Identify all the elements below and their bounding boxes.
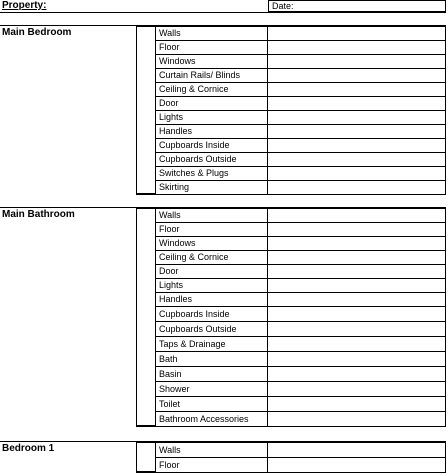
item-label[interactable]: Toilet xyxy=(155,396,268,411)
item-label[interactable]: Basin xyxy=(155,366,268,381)
notes-cell[interactable] xyxy=(268,351,446,366)
notes-cell[interactable] xyxy=(268,54,446,68)
notes-cell[interactable] xyxy=(268,442,446,457)
item-label[interactable]: Bathroom Accessories xyxy=(155,411,268,426)
notes-cell[interactable] xyxy=(268,110,446,124)
item-label[interactable]: Walls xyxy=(155,26,268,40)
item-label[interactable]: Shower xyxy=(155,381,268,396)
item-label[interactable]: Walls xyxy=(155,208,268,222)
section-bottom-border xyxy=(136,426,446,427)
item-label[interactable]: Windows xyxy=(155,54,268,68)
notes-cell[interactable] xyxy=(268,208,446,222)
item-label[interactable]: Walls xyxy=(155,442,268,457)
notes-cell[interactable] xyxy=(268,236,446,250)
notes-cell[interactable] xyxy=(268,152,446,166)
item-label[interactable]: Floor xyxy=(155,457,268,472)
date-field[interactable] xyxy=(268,0,446,12)
item-label[interactable]: Windows xyxy=(155,236,268,250)
section-separator xyxy=(0,25,446,26)
section-separator xyxy=(0,207,446,208)
section-bottom-border xyxy=(136,472,446,473)
item-label[interactable]: Handles xyxy=(155,292,268,306)
notes-cell[interactable] xyxy=(268,180,446,194)
item-label[interactable]: Handles xyxy=(155,124,268,138)
notes-cell[interactable] xyxy=(268,68,446,82)
header-separator xyxy=(0,12,446,13)
item-label[interactable]: Lights xyxy=(155,110,268,124)
notes-cell[interactable] xyxy=(268,381,446,396)
notes-cell[interactable] xyxy=(268,82,446,96)
notes-cell[interactable] xyxy=(268,222,446,236)
item-label[interactable]: Cupboards Inside xyxy=(155,138,268,152)
item-label[interactable]: Ceiling & Cornice xyxy=(155,82,268,96)
section-title: Main Bathroom xyxy=(2,209,75,220)
item-label[interactable]: Bath xyxy=(155,351,268,366)
notes-cell[interactable] xyxy=(268,124,446,138)
item-label[interactable]: Door xyxy=(155,264,268,278)
notes-cell[interactable] xyxy=(268,366,446,381)
blank-column[interactable] xyxy=(136,26,155,194)
notes-cell[interactable] xyxy=(268,166,446,180)
section-title: Main Bedroom xyxy=(2,27,72,38)
section-separator xyxy=(0,441,446,442)
item-label[interactable]: Cupboards Inside xyxy=(155,306,268,321)
property-label: Property: xyxy=(2,0,47,11)
notes-cell[interactable] xyxy=(268,306,446,321)
item-label[interactable]: Skirting xyxy=(155,180,268,194)
item-label[interactable]: Door xyxy=(155,96,268,110)
notes-cell[interactable] xyxy=(268,96,446,110)
notes-cell[interactable] xyxy=(268,138,446,152)
item-label[interactable]: Floor xyxy=(155,222,268,236)
notes-cell[interactable] xyxy=(268,321,446,336)
item-label[interactable]: Switches & Plugs xyxy=(155,166,268,180)
section-title: Bedroom 1 xyxy=(2,443,55,454)
notes-cell[interactable] xyxy=(268,336,446,351)
item-label[interactable]: Taps & Drainage xyxy=(155,336,268,351)
item-label[interactable]: Lights xyxy=(155,278,268,292)
item-label[interactable]: Cupboards Outside xyxy=(155,321,268,336)
notes-cell[interactable] xyxy=(268,40,446,54)
notes-cell[interactable] xyxy=(268,26,446,40)
item-label[interactable]: Cupboards Outside xyxy=(155,152,268,166)
date-label: Date: xyxy=(272,1,294,11)
item-label[interactable]: Ceiling & Cornice xyxy=(155,250,268,264)
notes-cell[interactable] xyxy=(268,250,446,264)
notes-cell[interactable] xyxy=(268,411,446,426)
item-label[interactable]: Curtain Rails/ Blinds xyxy=(155,68,268,82)
notes-cell[interactable] xyxy=(268,457,446,472)
notes-cell[interactable] xyxy=(268,292,446,306)
blank-column[interactable] xyxy=(136,208,155,426)
item-label[interactable]: Floor xyxy=(155,40,268,54)
blank-column[interactable] xyxy=(136,442,155,472)
section-bottom-border xyxy=(136,194,446,195)
notes-cell[interactable] xyxy=(268,264,446,278)
notes-cell[interactable] xyxy=(268,278,446,292)
notes-cell[interactable] xyxy=(268,396,446,411)
